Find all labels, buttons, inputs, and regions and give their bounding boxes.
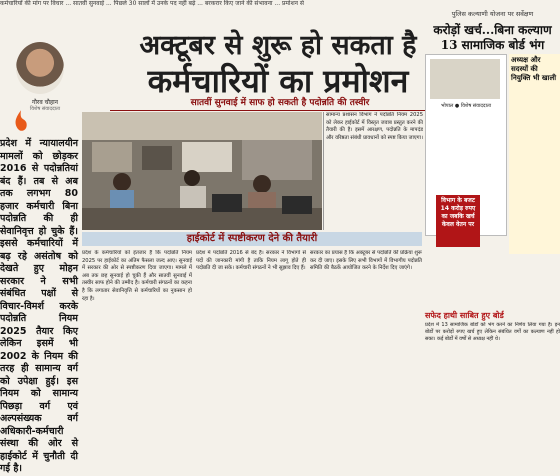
right-notice-box: [425, 54, 507, 236]
notice-image: [430, 59, 500, 99]
section-bar: हाईकोर्ट में स्पष्टीकरण देने की तैयारी: [82, 232, 422, 246]
office-photo-illustration: [82, 112, 322, 230]
headline: [98, 30, 458, 100]
story-text-col-2: प्रदेश में पदोन्नति 2016 से बंद है। सरकार ने विभागों से पदों की जानकारी मांगी है ताकि नियम लागू होते ही पदोन्नति दी जा सके। कर्मचारी संगठनों ने भी सुझाव दिए हैं।: [196, 250, 306, 272]
office-photo: [82, 112, 322, 230]
right-sidebar: [509, 54, 560, 254]
right-story-text: सामान्य प्रशासन विभाग ने पदोन्नति नियम 2025 को लेकर हाईकोर्ट में विस्तृत जवाब प्रस्तुत करने की तैयारी की है। इसमें आरक्षण, पदोन्नति के मापदंड और वरिष्ठता संबंधी प्रावधानों को स्पष्ट किया जाएगा।: [326, 112, 423, 141]
headline-line-2: कर्मचारियों का प्रमोशन: [147, 62, 409, 100]
right-top-kicker: पुलिस कल्याणी योजना पर सर्वेक्षण: [451, 10, 534, 18]
right-headline-1: करोड़ों खर्च...बिना कल्याण: [433, 23, 552, 37]
story-text-col-1: प्रदेश के कर्मचारियों को इंतजार है कि पदोन्नति नियम 2025 पर हाईकोर्ट का अंतिम फैसला जल्द आए। सुनवाई में सरकार की ओर से स्पष्टीकरण दिया जाएगा। मामले में अब तक छह सुनवाई हो चुकी हैं और सातवीं सुनवाई में तस्वीर साफ होने की उम्मीद है। कर्मचारी संगठनों का कहना है कि लगातार सेवानिवृत्ति से कर्मचारियों का नुकसान हो रहा है।: [82, 250, 192, 302]
left-column: [0, 10, 80, 474]
highlight-box: विभाग के बजट 14 करोड़ रुपए का जबकि खर्च केवल वेतन पर: [436, 195, 480, 247]
quote-mark-icon: [12, 108, 30, 134]
intro-text: प्रदेश में न्यायालयीन मामलों को छोड़कर 2016 से पदोन्नतियां बंद हैं। तब से अब तक लगभग 80 हजार कर्मचारी बिना पदोन्नति की ही सेवानिवृत्त हो चुके हैं। इससे कर्मचारियों में बढ़ रहे असंतोष को देखते हुए मोहन सरकार ने सभी संबंधित पक्षों से विचार-विमर्श करके पदोन्नति नियम 2025 तैयार किए लेकिन इसमें भी 2002 के नियम की तरह ही सामान्य वर्ग को उपेक्षा हुई। इस नियम को सामान्य पिछड़ा वर्ग एवं अल्पसंख्यक वर्ग अधिकारी-कर्मचारी संस्था की ओर से हाईकोर्ट में चुनौती दी गई है।: [0, 138, 78, 474]
bottom-story-text: प्रदेश में 13 सामाजिक बोर्डों को भंग करने का निर्णय लिया गया है। इन बोर्डों पर करोड़ों रुपए खर्च हुए लेकिन संबंधित वर्गों का कल्याण नहीं हो सका। कई बोर्डों में वर्षों से अध्यक्ष नहीं थे।: [425, 322, 560, 342]
sidebar-title: अध्यक्ष और सदस्यों की नियुक्ति भी खाली: [511, 56, 557, 82]
story-text-col-3: सरकार का प्रयास है कि अक्टूबर से पदोन्नति की प्रक्रिया शुरू कर दी जाए। इसके लिए सभी विभागों में विभागीय पदोन्नति समिति की बैठकें आयोजित करने के निर्देश दिए जाएंगे।: [310, 250, 422, 272]
byline-name: गौरव चौहान: [31, 99, 59, 106]
byline-location: विशेष संवाददाता: [29, 106, 61, 112]
right-headline-2: 13 सामाजिक बोर्ड भंग: [440, 38, 545, 52]
right-column: [425, 10, 560, 404]
top-strip: कर्मचारियों की मांग पर विचार ... सातवीं सुनवाई ... पिछले 30 सालों में उनके पद नहीं बढ़े ... बरकरार किए जाने की संभावना ... प्रमोशन से: [0, 0, 304, 7]
bottom-story-heading: सफेद हाथी साबित हुए बोर्ड: [425, 311, 504, 320]
author-portrait: [16, 42, 64, 94]
column-divider: [323, 112, 324, 230]
notice-dateline: भोपाल ● विशेष संवाददाता: [440, 103, 492, 109]
headline-line-1: अक्टूबर से शुरू हो सकता है: [139, 30, 417, 61]
subheadline: सातवीं सुनवाई में साफ हो सकती है पदोन्नति की तस्वीर: [110, 96, 450, 111]
